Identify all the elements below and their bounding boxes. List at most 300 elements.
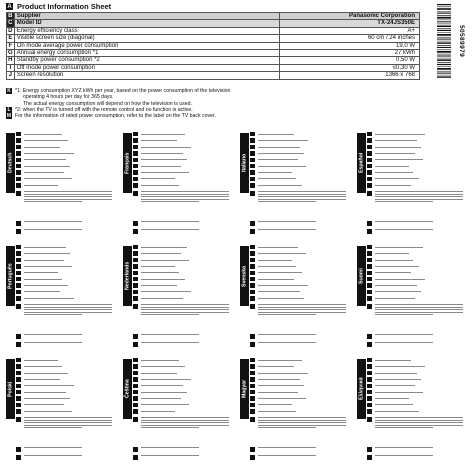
footnote-paragraph xyxy=(367,334,467,337)
language-block xyxy=(240,244,352,355)
footnote-marker xyxy=(133,447,138,452)
footnote-paragraph xyxy=(16,221,116,224)
row-key-marker xyxy=(250,364,255,369)
text-line xyxy=(141,153,183,154)
footnote-paragraph xyxy=(250,455,350,458)
footnote-marker xyxy=(250,221,255,226)
row-key-marker xyxy=(133,258,138,263)
language-tab: Español xyxy=(357,133,366,193)
row-key-marker xyxy=(367,296,372,301)
text-line xyxy=(258,455,316,456)
text-line xyxy=(24,196,112,197)
text-line xyxy=(258,298,304,299)
text-line xyxy=(141,166,181,167)
language-tab: Deutsch xyxy=(6,133,15,193)
language-row xyxy=(133,182,233,188)
row-key-marker xyxy=(250,132,255,137)
row-key-marker xyxy=(250,384,255,389)
row-key-marker xyxy=(250,251,255,256)
language-rows xyxy=(367,244,467,302)
text-line xyxy=(24,291,60,292)
note-key: K xyxy=(7,88,11,95)
row-key: C xyxy=(8,20,13,27)
row-key-marker xyxy=(133,158,138,163)
row-key-marker xyxy=(133,151,138,156)
row-key-marker xyxy=(133,296,138,301)
text-line xyxy=(24,140,68,141)
row-key-marker xyxy=(250,183,255,188)
row-key-marker xyxy=(133,170,138,175)
text-line xyxy=(258,196,346,197)
text-line xyxy=(375,392,423,393)
row-key-marker xyxy=(133,164,138,169)
text-line xyxy=(141,279,185,280)
text-line xyxy=(258,147,300,148)
language-rows xyxy=(16,131,116,189)
text-line xyxy=(141,342,199,343)
text-line xyxy=(141,253,181,254)
text-line xyxy=(375,334,433,335)
footnote-paragraph xyxy=(250,342,350,345)
text-line xyxy=(24,427,82,428)
product-table xyxy=(6,12,420,80)
row-key-marker xyxy=(133,371,138,376)
text-line xyxy=(258,140,308,141)
footnote-paragraph xyxy=(16,334,116,337)
row-key-marker xyxy=(16,371,21,376)
footnote-marker xyxy=(133,334,138,339)
row-key-marker xyxy=(250,283,255,288)
text-line xyxy=(258,266,296,267)
language-row xyxy=(250,295,350,301)
text-line xyxy=(24,201,82,202)
row-key-marker xyxy=(16,409,21,414)
text-line xyxy=(141,379,191,380)
text-line xyxy=(375,172,413,173)
row-key-marker xyxy=(133,177,138,182)
footnote-marker xyxy=(133,342,138,347)
text-line xyxy=(24,334,82,335)
text-line xyxy=(24,312,112,313)
text-line xyxy=(258,312,346,313)
row-key-marker xyxy=(133,245,138,250)
row-label: Off mode power consumption xyxy=(14,64,279,71)
row-key-marker xyxy=(16,396,21,401)
row-key-marker xyxy=(16,245,21,250)
footnote-paragraph xyxy=(250,417,350,430)
footnote-marker xyxy=(250,191,255,196)
text-line xyxy=(24,411,72,412)
text-line xyxy=(24,159,66,160)
row-key-marker xyxy=(250,277,255,282)
row-key-marker xyxy=(367,132,372,137)
row-key-marker xyxy=(16,158,21,163)
text-line xyxy=(24,360,58,361)
row-key: H xyxy=(8,57,13,64)
language-tab: Ελληνικά xyxy=(357,359,366,419)
text-line xyxy=(24,253,70,254)
text-line xyxy=(141,411,175,412)
text-line xyxy=(375,385,415,386)
language-tab: Magyar xyxy=(240,359,249,419)
text-line xyxy=(141,447,199,448)
row-key-marker xyxy=(133,277,138,282)
text-line xyxy=(375,314,433,315)
row-key-marker xyxy=(16,177,21,182)
row-key-marker xyxy=(133,364,138,369)
row-key-marker xyxy=(133,403,138,408)
footnote-marker xyxy=(16,342,21,347)
footnote-marker xyxy=(367,417,372,422)
text-line xyxy=(141,314,199,315)
text-line xyxy=(141,196,229,197)
footnote-paragraph xyxy=(16,455,116,458)
language-row xyxy=(367,182,467,188)
footnote-paragraph xyxy=(16,342,116,345)
text-line xyxy=(375,342,433,343)
text-line xyxy=(141,307,229,308)
text-line xyxy=(24,266,72,267)
text-line xyxy=(24,178,72,179)
note-line: operating 4 hours per day for 365 days. xyxy=(23,94,114,101)
text-line xyxy=(258,314,316,315)
text-line xyxy=(141,312,229,313)
row-key-marker xyxy=(250,138,255,143)
sheet-title: Product Information Sheet xyxy=(17,2,112,11)
text-line xyxy=(375,304,463,305)
text-line xyxy=(258,153,304,154)
row-key-marker xyxy=(133,132,138,137)
language-rows xyxy=(133,244,233,302)
text-line xyxy=(141,417,229,418)
footnote-marker xyxy=(16,229,21,234)
note-m xyxy=(6,113,416,119)
language-rows xyxy=(133,131,233,189)
text-line xyxy=(375,379,421,380)
text-line xyxy=(141,140,177,141)
language-block xyxy=(6,131,118,242)
text-line xyxy=(375,312,463,313)
text-line xyxy=(375,153,415,154)
footnote-marker xyxy=(250,447,255,452)
text-line xyxy=(24,420,112,421)
language-block xyxy=(357,131,469,242)
text-line xyxy=(24,447,82,448)
text-line xyxy=(375,411,419,412)
text-line xyxy=(375,425,463,426)
text-line xyxy=(258,194,346,195)
row-key-marker xyxy=(250,258,255,263)
text-line xyxy=(24,379,60,380)
text-line xyxy=(375,360,411,361)
footnote-marker xyxy=(367,304,372,309)
row-key-marker xyxy=(16,364,21,369)
text-line xyxy=(258,404,292,405)
row-key-marker xyxy=(16,151,21,156)
row-key-marker xyxy=(16,264,21,269)
footnote-paragraph xyxy=(133,334,233,337)
language-row xyxy=(133,295,233,301)
text-line xyxy=(24,272,58,273)
language-tab: Nederlands xyxy=(123,246,132,306)
text-line xyxy=(24,455,82,456)
row-key-marker xyxy=(133,358,138,363)
footnote-paragraph xyxy=(367,417,467,430)
row-value: 0,50 W xyxy=(280,57,420,64)
section-marker: A xyxy=(7,3,12,10)
footnote-paragraph xyxy=(367,455,467,458)
table-row xyxy=(7,64,420,71)
footnote-paragraph xyxy=(250,334,350,337)
row-key-marker xyxy=(250,409,255,414)
text-line xyxy=(375,199,463,200)
barcode xyxy=(436,4,466,78)
language-rows xyxy=(133,357,233,415)
row-key-marker xyxy=(133,409,138,414)
text-line xyxy=(375,185,411,186)
text-line xyxy=(375,272,411,273)
text-line xyxy=(24,185,58,186)
footnote-marker xyxy=(133,221,138,226)
row-key-marker xyxy=(367,277,372,282)
row-key-marker xyxy=(367,377,372,382)
table-row xyxy=(7,20,420,27)
language-block xyxy=(6,357,118,468)
footnote-paragraph xyxy=(367,229,467,232)
row-key-marker xyxy=(367,170,372,175)
language-tab: Čeština xyxy=(123,359,132,419)
language-block xyxy=(357,357,469,468)
text-line xyxy=(375,307,463,308)
footnote-paragraph xyxy=(367,221,467,224)
text-line xyxy=(258,417,346,418)
text-line xyxy=(24,166,70,167)
text-line xyxy=(258,385,304,386)
row-key-marker xyxy=(250,296,255,301)
row-key-marker xyxy=(133,264,138,269)
text-line xyxy=(141,373,177,374)
footnote-paragraph xyxy=(367,342,467,345)
text-line xyxy=(258,272,302,273)
text-line xyxy=(258,422,346,423)
language-tab: Suomi xyxy=(357,246,366,306)
text-line xyxy=(375,279,425,280)
note-key: M xyxy=(6,113,12,120)
language-row xyxy=(16,408,116,414)
text-line xyxy=(375,221,433,222)
language-tab: Italiano xyxy=(240,133,249,193)
row-key-marker xyxy=(367,371,372,376)
language-block xyxy=(357,244,469,355)
text-line xyxy=(24,194,112,195)
footnote-paragraph xyxy=(133,221,233,224)
footnote-marker xyxy=(250,304,255,309)
text-line xyxy=(141,285,177,286)
text-line xyxy=(141,427,199,428)
text-line xyxy=(258,229,316,230)
footnote-marker xyxy=(16,455,21,460)
text-line xyxy=(141,266,175,267)
table-row xyxy=(7,27,420,34)
footnote-paragraph xyxy=(367,304,467,317)
text-line xyxy=(258,342,316,343)
row-key-marker xyxy=(367,409,372,414)
text-line xyxy=(258,360,302,361)
text-line xyxy=(375,285,417,286)
text-line xyxy=(375,298,415,299)
row-key-marker xyxy=(367,183,372,188)
footnote-paragraph xyxy=(133,304,233,317)
language-block xyxy=(6,244,118,355)
row-key: B xyxy=(8,13,13,20)
sheet-header xyxy=(6,2,111,11)
text-line xyxy=(375,134,425,135)
text-line xyxy=(258,201,316,202)
language-tab: Svenska xyxy=(240,246,249,306)
row-key: J xyxy=(7,72,15,79)
text-line xyxy=(258,221,316,222)
text-line xyxy=(375,422,463,423)
row-key-marker xyxy=(16,277,21,282)
row-key: I xyxy=(7,64,15,71)
text-line xyxy=(141,185,179,186)
footnote-marker xyxy=(367,342,372,347)
row-value: 1366 x 768 xyxy=(280,72,420,79)
text-line xyxy=(141,420,229,421)
text-line xyxy=(258,425,346,426)
row-key: G xyxy=(8,50,13,57)
language-rows xyxy=(250,244,350,302)
text-line xyxy=(24,422,112,423)
row-key-marker xyxy=(250,170,255,175)
text-line xyxy=(141,298,183,299)
language-rows xyxy=(250,131,350,189)
text-line xyxy=(141,291,191,292)
text-line xyxy=(258,185,302,186)
text-line xyxy=(24,417,112,418)
text-line xyxy=(141,199,229,200)
text-line xyxy=(258,366,294,367)
row-key-marker xyxy=(250,145,255,150)
row-key-marker xyxy=(16,283,21,288)
text-line xyxy=(24,285,68,286)
language-row xyxy=(16,182,116,188)
text-line xyxy=(258,253,306,254)
row-key-marker xyxy=(367,158,372,163)
row-label: Model ID xyxy=(14,20,279,27)
text-line xyxy=(375,447,433,448)
footnote-marker xyxy=(133,417,138,422)
language-row xyxy=(16,295,116,301)
footnote-paragraph xyxy=(250,191,350,204)
text-line xyxy=(24,307,112,308)
row-key-marker xyxy=(16,164,21,169)
footnote-marker xyxy=(250,229,255,234)
language-rows xyxy=(250,357,350,415)
row-key-marker xyxy=(367,396,372,401)
row-key-marker xyxy=(16,377,21,382)
language-row xyxy=(250,182,350,188)
row-key-marker xyxy=(16,258,21,263)
row-key-marker xyxy=(250,271,255,276)
row-key-marker xyxy=(250,403,255,408)
table-row xyxy=(7,13,420,20)
text-line xyxy=(141,404,189,405)
row-key-marker xyxy=(367,403,372,408)
footnote-marker xyxy=(133,455,138,460)
footnote-marker xyxy=(16,221,21,226)
language-block xyxy=(123,244,235,355)
footnote-marker xyxy=(16,447,21,452)
row-key-marker xyxy=(133,145,138,150)
row-label: Supplier xyxy=(14,13,279,20)
language-row xyxy=(367,295,467,301)
text-line xyxy=(141,398,181,399)
row-key-marker xyxy=(133,290,138,295)
footnote-paragraph xyxy=(133,417,233,430)
row-key-marker xyxy=(16,145,21,150)
language-block xyxy=(123,131,235,242)
text-line xyxy=(141,147,191,148)
footnote-marker xyxy=(133,304,138,309)
row-key-marker xyxy=(250,158,255,163)
text-line xyxy=(141,201,199,202)
note-line: *2: when the TV is turned off with the remote control and no function is active. xyxy=(15,106,193,113)
text-line xyxy=(141,172,189,173)
row-key-marker xyxy=(133,283,138,288)
text-line xyxy=(375,191,463,192)
text-line xyxy=(375,427,433,428)
footnote-marker xyxy=(367,229,372,234)
footnote-paragraph xyxy=(367,447,467,450)
footnote-marker xyxy=(133,191,138,196)
row-key-marker xyxy=(367,245,372,250)
text-line xyxy=(24,260,64,261)
row-key-marker xyxy=(16,183,21,188)
text-line xyxy=(375,309,463,310)
row-key-marker xyxy=(367,283,372,288)
row-key-marker xyxy=(250,377,255,382)
row-key-marker xyxy=(367,271,372,276)
row-key-marker xyxy=(250,396,255,401)
footnote-paragraph xyxy=(133,447,233,450)
footnote-marker xyxy=(16,191,21,196)
text-line xyxy=(258,392,298,393)
text-line xyxy=(141,191,229,192)
text-line xyxy=(24,199,112,200)
text-line xyxy=(141,392,187,393)
footnote-marker xyxy=(367,455,372,460)
text-line xyxy=(258,309,346,310)
text-line xyxy=(258,285,308,286)
row-key-marker xyxy=(16,358,21,363)
text-line xyxy=(258,420,346,421)
row-key-marker xyxy=(250,371,255,376)
text-line xyxy=(375,194,463,195)
language-tab: Português xyxy=(6,246,15,306)
text-line xyxy=(375,455,433,456)
footnote-paragraph xyxy=(133,191,233,204)
footnote-paragraph xyxy=(250,304,350,317)
text-line xyxy=(24,247,66,248)
row-key-marker xyxy=(250,177,255,182)
text-line xyxy=(24,425,112,426)
row-key: F xyxy=(7,42,15,49)
table-row xyxy=(7,49,420,56)
row-key-marker xyxy=(133,251,138,256)
row-key-marker xyxy=(367,151,372,156)
row-key-marker xyxy=(367,358,372,363)
